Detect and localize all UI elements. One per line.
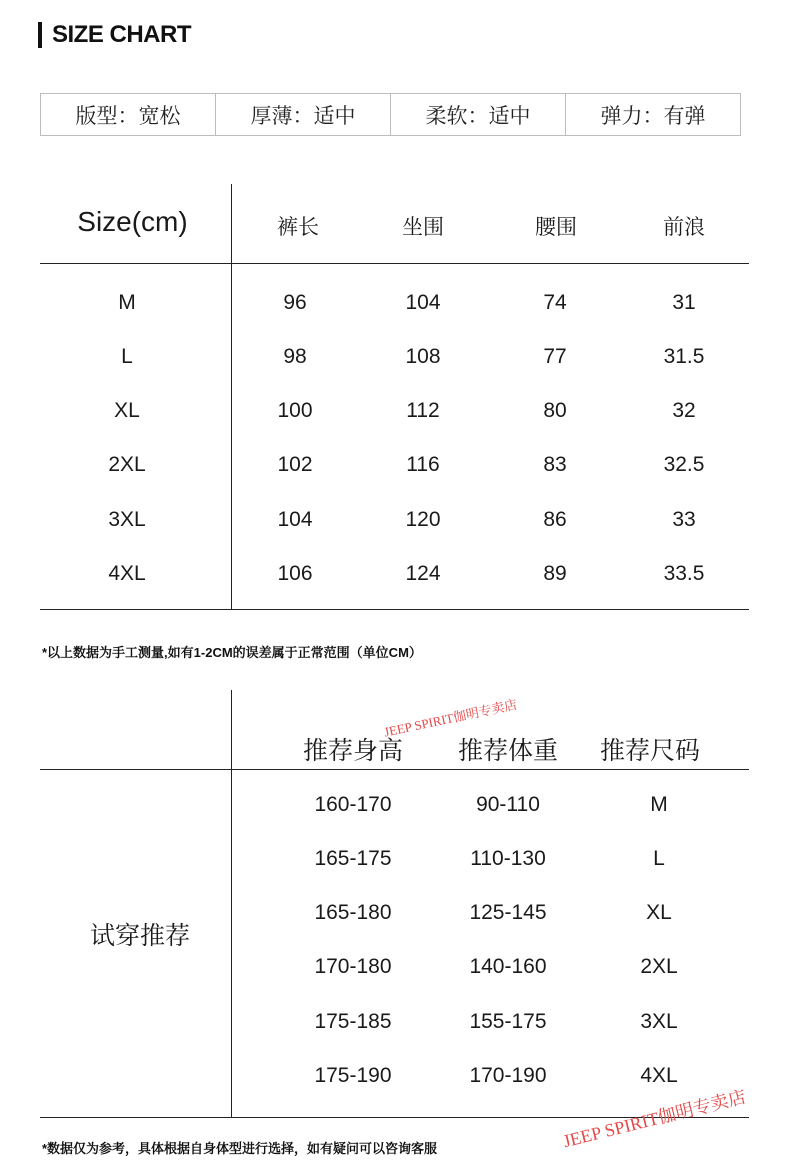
value-hip: 116 (406, 453, 440, 476)
header-size: 推荐尺码 (599, 737, 700, 765)
value-length: 100 (277, 399, 313, 422)
size-label: 2XL (108, 453, 146, 476)
size-label: 3XL (108, 508, 146, 531)
value-hip: 112 (406, 399, 440, 422)
shop-watermark: JEEP SPIRIT伽明专卖店 (382, 696, 519, 740)
header-rise: 前浪 (663, 216, 705, 239)
value-size: 2XL (640, 955, 678, 978)
value-rise: 33 (672, 508, 696, 531)
page-title-group (38, 20, 191, 50)
title-accent-bar (38, 22, 42, 48)
page-title: SIZE CHART (52, 21, 191, 48)
value-size: L (653, 847, 665, 870)
value-height: 165-180 (314, 901, 392, 924)
attribute-fit: 版型：宽松 (75, 104, 181, 128)
value-height: 175-190 (314, 1064, 392, 1087)
header-length: 裤长 (277, 216, 319, 239)
size-table-divider-header (40, 263, 749, 264)
size-table-divider-bottom (40, 609, 749, 610)
value-size: 3XL (640, 1010, 678, 1033)
value-weight: 125-145 (469, 901, 547, 924)
value-waist: 86 (543, 508, 567, 531)
value-rise: 31 (672, 291, 696, 314)
value-hip: 120 (405, 508, 441, 531)
value-weight: 155-175 (469, 1010, 547, 1033)
value-length: 106 (277, 562, 313, 585)
value-weight: 140-160 (469, 955, 547, 978)
header-waist: 腰围 (535, 216, 577, 239)
value-rise: 32.5 (663, 453, 705, 476)
value-rise: 33.5 (663, 562, 705, 585)
attribute-thickness: 厚薄：适中 (215, 94, 390, 135)
size-table-divider-vertical (231, 184, 232, 610)
value-weight: 90-110 (476, 793, 540, 816)
value-hip: 108 (405, 345, 441, 368)
attribute-table (40, 93, 741, 136)
size-label: M (118, 291, 136, 314)
value-height: 160-170 (314, 793, 392, 816)
value-size: 4XL (640, 1064, 678, 1087)
value-rise: 32 (672, 399, 696, 422)
value-length: 98 (283, 345, 307, 368)
value-length: 104 (277, 508, 313, 531)
value-height: 175-185 (314, 1010, 392, 1033)
value-size: XL (646, 901, 672, 924)
header-hip: 坐围 (402, 216, 444, 239)
value-length: 102 (277, 453, 313, 476)
attribute-softness: 柔软：适中 (390, 94, 565, 135)
value-waist: 83 (543, 453, 567, 476)
value-hip: 124 (405, 562, 441, 585)
value-rise: 31.5 (663, 345, 705, 368)
size-label: XL (114, 399, 140, 422)
size-table (40, 184, 749, 610)
value-waist: 80 (543, 399, 567, 422)
shop-watermark: JEEP SPIRIT伽明专卖店 (560, 1086, 749, 1152)
size-label: 4XL (108, 562, 146, 585)
measurement-note: *以上数据为手工测量,如有1-2CM的误差属于正常范围（单位CM） (42, 645, 422, 660)
value-waist: 74 (543, 291, 567, 314)
value-size: M (650, 793, 668, 816)
value-weight: 170-190 (469, 1064, 547, 1087)
recommendation-table (40, 690, 749, 1118)
attribute-stretch: 弹力：有弹 (565, 94, 740, 135)
value-waist: 89 (543, 562, 567, 585)
reference-note: *数据仅为参考，具体根据自身体型进行选择，如有疑问可以咨询客服 (42, 1141, 438, 1156)
value-height: 165-175 (314, 847, 392, 870)
rec-table-divider-vertical (231, 690, 232, 1118)
size-label: L (121, 345, 133, 368)
size-table-corner: Size(cm) (77, 206, 188, 237)
rec-table-divider-header (40, 769, 749, 770)
header-weight: 推荐体重 (457, 737, 558, 765)
header-height: 推荐身高 (302, 737, 403, 765)
value-hip: 104 (405, 291, 441, 314)
value-waist: 77 (543, 345, 567, 368)
value-height: 170-180 (314, 955, 392, 978)
value-length: 96 (283, 291, 307, 314)
recommendation-label: 试穿推荐 (89, 922, 190, 950)
value-weight: 110-130 (470, 847, 546, 870)
